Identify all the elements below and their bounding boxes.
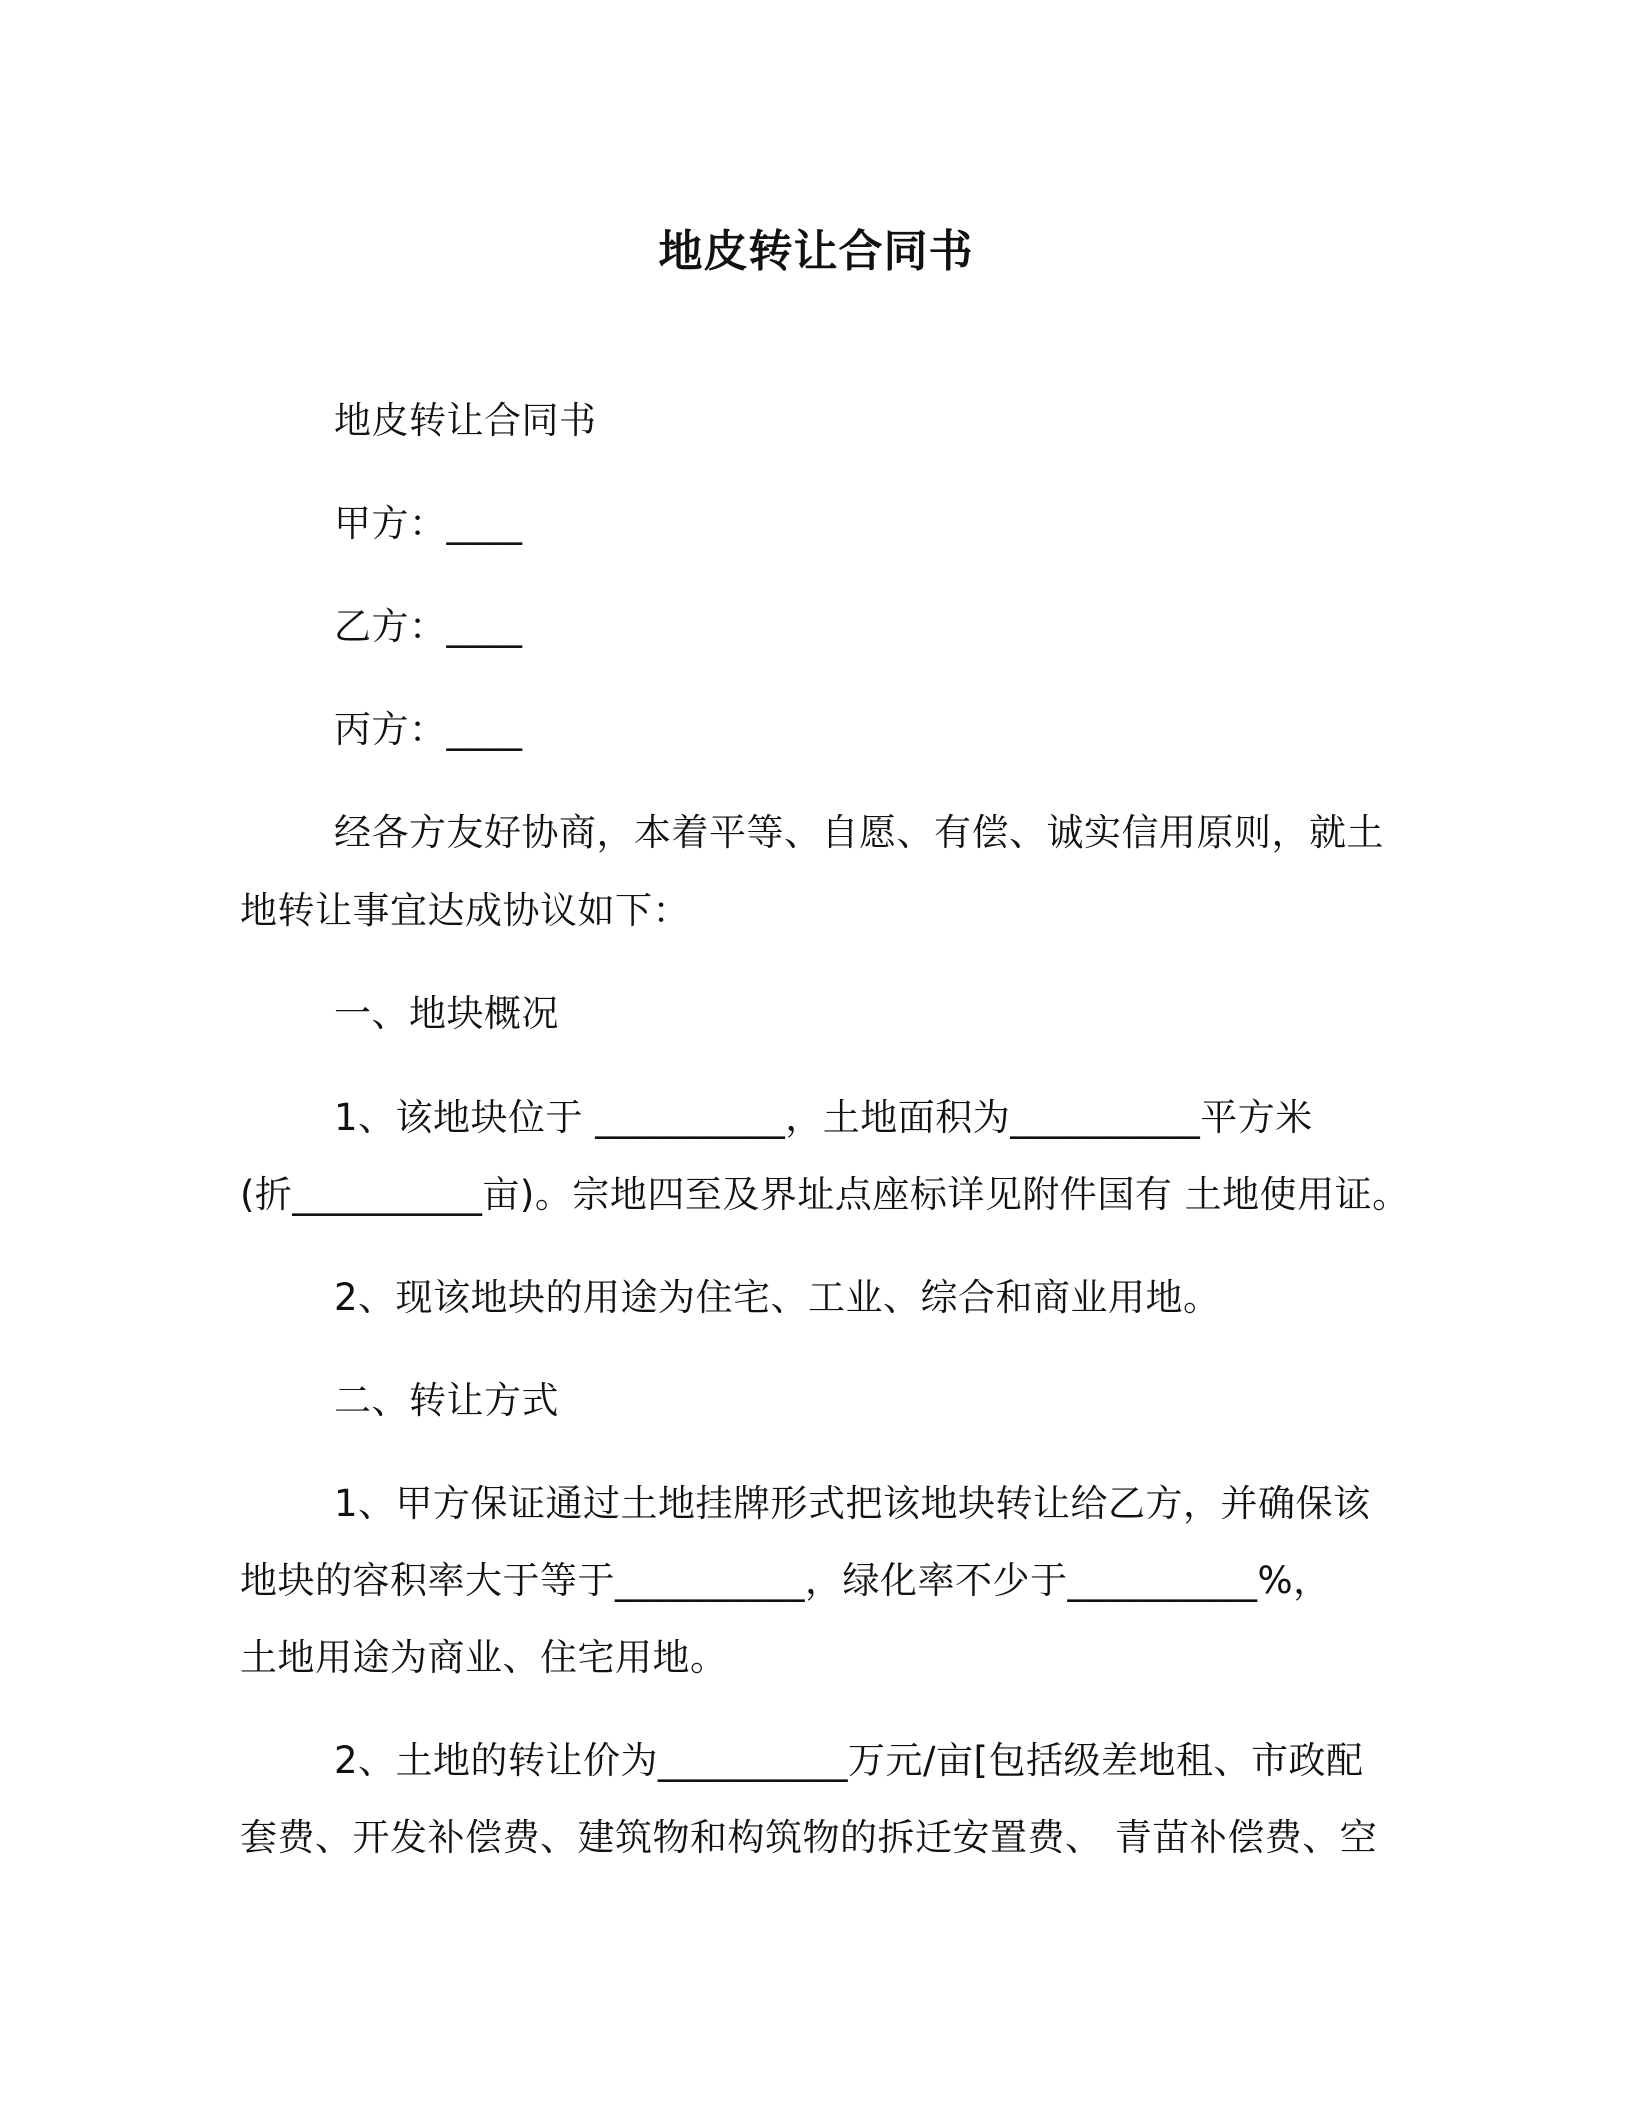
section-2-item-1-line-3: 土地用途为商业、住宅用地。 bbox=[240, 1636, 728, 1679]
section-1-item-1-line-2: (折__________亩)。宗地四至及界址点座标详见附件国有 土地使用证。 bbox=[240, 1173, 1410, 1216]
document-subtitle: 地皮转让合同书 bbox=[334, 399, 597, 442]
section-2-item-1-line-2: 地块的容积率大于等于__________，绿化率不少于__________%， bbox=[240, 1559, 1331, 1602]
intro-paragraph-line-2: 地转让事宜达成协议如下： bbox=[240, 889, 690, 932]
party-b-line: 乙方：____ bbox=[334, 605, 523, 648]
section-2-heading: 二、转让方式 bbox=[334, 1379, 559, 1422]
document-title: 地皮转让合同书 bbox=[658, 226, 974, 277]
section-1-item-2: 2、现该地块的用途为住宅、工业、综合和商业用地。 bbox=[334, 1276, 1221, 1319]
intro-paragraph-line-1: 经各方友好协商，本着平等、自愿、有偿、诚实信用原则，就土 bbox=[334, 811, 1384, 854]
section-2-item-2-line-2: 套费、开发补偿费、建筑物和构筑物的拆迁安置费、 青苗补偿费、空 bbox=[240, 1816, 1378, 1859]
party-a-line: 甲方：____ bbox=[334, 502, 523, 545]
section-1-item-1-line-1: 1、该地块位于 __________，土地面积为__________平方米 bbox=[334, 1096, 1313, 1139]
party-c-line: 丙方：____ bbox=[334, 708, 523, 751]
section-2-item-1-line-1: 1、甲方保证通过土地挂牌形式把该地块转让给乙方，并确保该 bbox=[334, 1482, 1371, 1525]
section-2-item-2-line-1: 2、土地的转让价为__________万元/亩[包括级差地租、市政配 bbox=[334, 1739, 1364, 1782]
section-1-heading: 一、地块概况 bbox=[334, 992, 559, 1035]
